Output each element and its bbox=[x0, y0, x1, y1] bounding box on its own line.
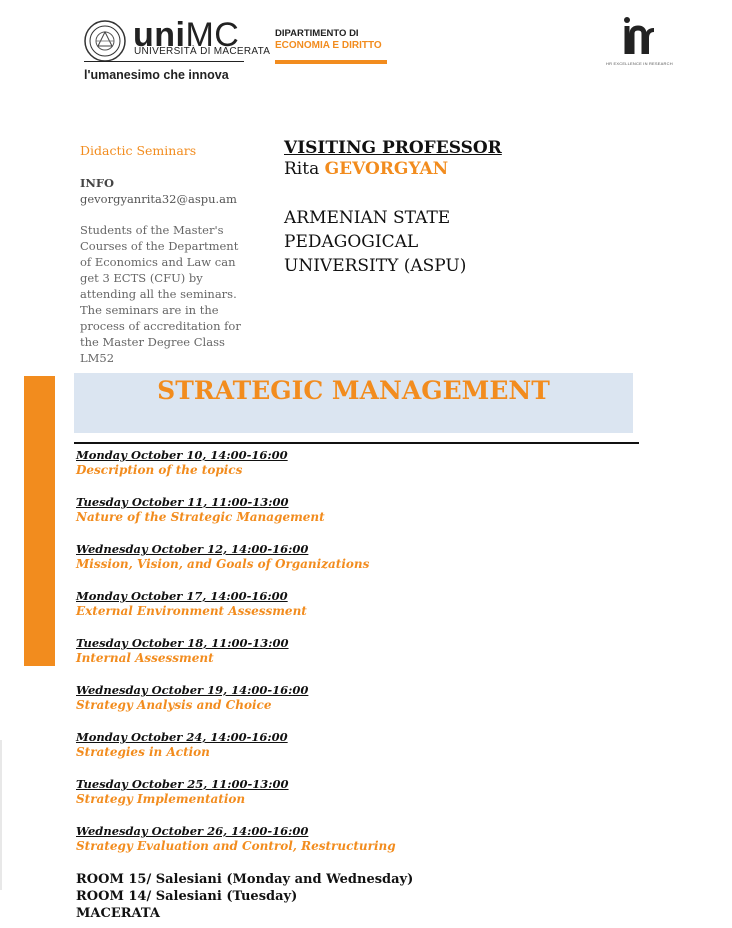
city: MACERATA bbox=[76, 906, 160, 921]
seminars-label: Didactic Seminars bbox=[80, 143, 197, 158]
orange-side-bar bbox=[24, 376, 55, 666]
session-date: Monday October 10, 14:00-16:00 bbox=[76, 448, 288, 462]
department-line-1: DIPARTIMENTO DI bbox=[275, 28, 359, 39]
department-underline bbox=[275, 60, 387, 64]
session-topic: Mission, Vision, and Goals of Organizations bbox=[76, 557, 370, 571]
contact-email[interactable]: gevorgyanrita32@aspu.am bbox=[80, 192, 237, 206]
session-topic: Strategy Implementation bbox=[76, 792, 246, 806]
course-title: STRATEGIC MANAGEMENT bbox=[157, 376, 550, 405]
department-line-2: ECONOMIA E DIRITTO bbox=[275, 40, 382, 51]
schedule-list bbox=[76, 448, 636, 871]
session-date: Wednesday October 12, 14:00-16:00 bbox=[76, 542, 309, 556]
session-topic: External Environment Assessment bbox=[76, 604, 307, 618]
session-date: Tuesday October 18, 11:00-13:00 bbox=[76, 636, 289, 650]
unimc-logo-subtitle: UNIVERSITÀ DI MACERATA bbox=[134, 46, 271, 57]
session-item bbox=[76, 542, 636, 589]
room-line-1: ROOM 15/ Salesiani (Monday and Wednesday) bbox=[76, 872, 414, 887]
hr-excellence-logo-icon bbox=[619, 16, 655, 56]
session-item bbox=[76, 777, 636, 824]
room-line-2: ROOM 14/ Salesiani (Tuesday) bbox=[76, 889, 298, 904]
session-item bbox=[76, 448, 636, 495]
hr-logo-subtitle: HR EXCELLENCE IN RESEARCH bbox=[606, 61, 673, 66]
session-topic: Strategy Analysis and Choice bbox=[76, 698, 272, 712]
session-date: Wednesday October 26, 14:00-16:00 bbox=[76, 824, 309, 838]
session-item bbox=[76, 683, 636, 730]
session-date: Tuesday October 11, 11:00-13:00 bbox=[76, 495, 289, 509]
university-seal-icon bbox=[84, 20, 126, 62]
session-topic: Description of the topics bbox=[76, 463, 243, 477]
session-date: Tuesday October 25, 11:00-13:00 bbox=[76, 777, 289, 791]
session-item bbox=[76, 495, 636, 542]
session-topic: Strategies in Action bbox=[76, 745, 210, 759]
session-date: Monday October 24, 14:00-16:00 bbox=[76, 730, 288, 744]
visiting-professor-heading: VISITING PROFESSOR bbox=[284, 138, 502, 158]
session-item bbox=[76, 636, 636, 683]
session-topic: Nature of the Strategic Management bbox=[76, 510, 325, 524]
unimc-logo: uniMC bbox=[133, 16, 240, 54]
university-name: ARMENIAN STATE PEDAGOGICAL UNIVERSITY (ASPU) bbox=[284, 208, 467, 276]
info-sidebar bbox=[80, 143, 250, 366]
title-rule bbox=[74, 442, 639, 444]
logo-divider bbox=[84, 61, 244, 62]
page-edge-mark bbox=[0, 740, 2, 890]
room-info bbox=[76, 871, 413, 922]
session-topic: Strategy Evaluation and Control, Restructuring bbox=[76, 839, 396, 853]
session-item bbox=[76, 824, 636, 871]
professor-name: Rita GEVORGYAN bbox=[284, 159, 449, 179]
session-date: Monday October 17, 14:00-16:00 bbox=[76, 589, 288, 603]
session-topic: Internal Assessment bbox=[76, 651, 214, 665]
info-heading: INFO bbox=[80, 176, 115, 190]
tagline: l'umanesimo che innova bbox=[84, 68, 229, 82]
ects-description: Students of the Master's Courses of the Department of Economics and Law can get 3 ECTS (CFU) by attending all the seminars. The seminars are in the process of accreditation for the Master Degree Class LM52 bbox=[80, 223, 241, 365]
session-item bbox=[76, 730, 636, 777]
session-item bbox=[76, 589, 636, 636]
session-date: Wednesday October 19, 14:00-16:00 bbox=[76, 683, 309, 697]
